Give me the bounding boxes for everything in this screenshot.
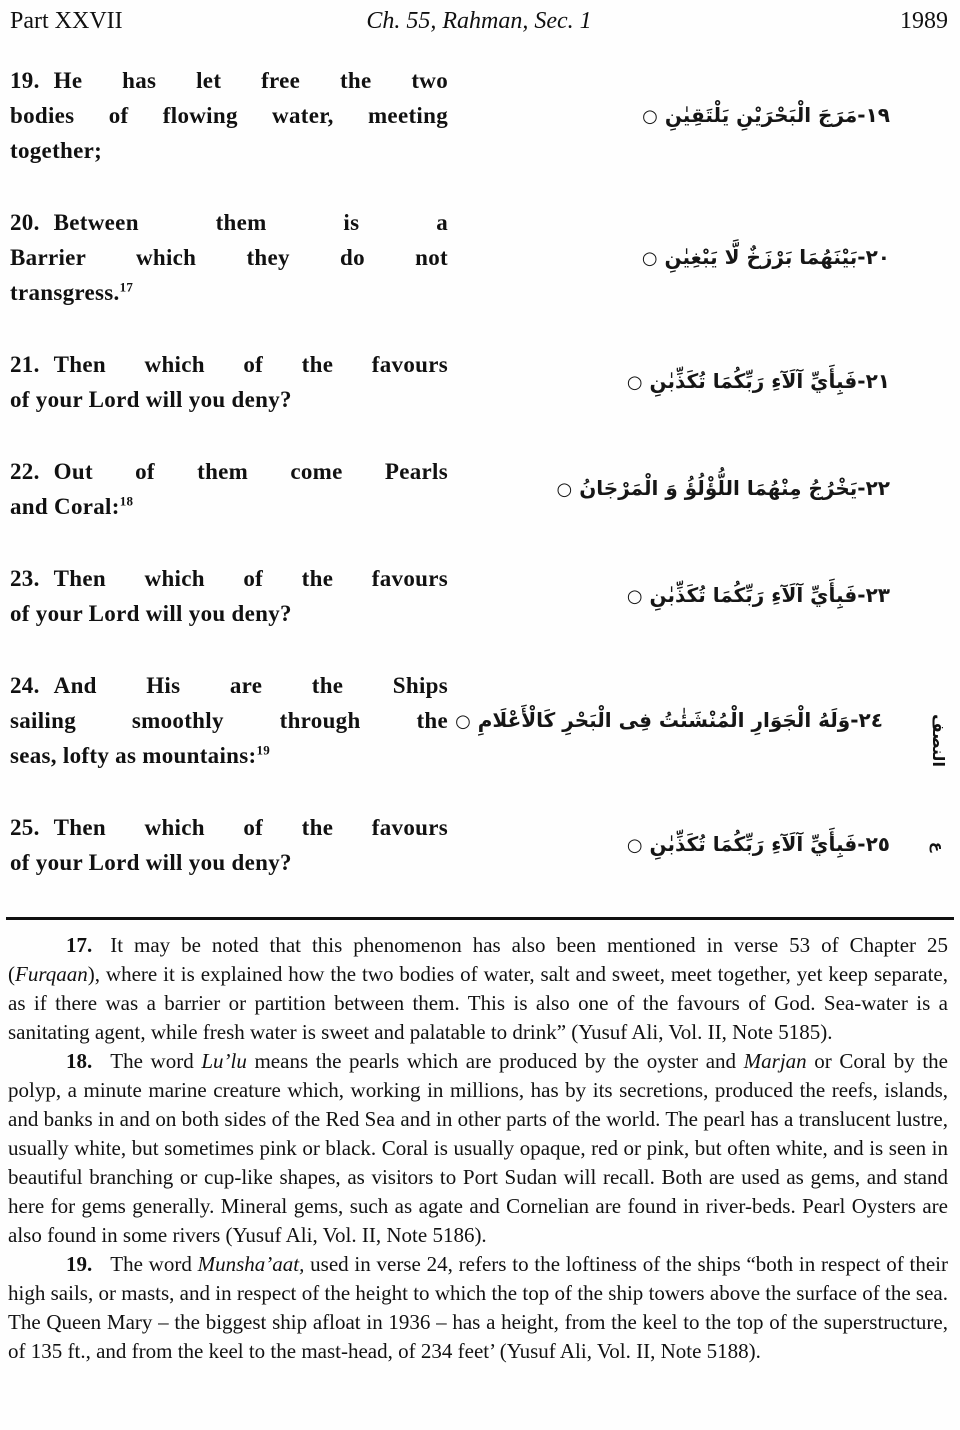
verse-row-19 [0, 63, 960, 168]
arabic-text: يَخْرُجُ مِنْهُمَا اللُّؤْلُؤُ وَ الْمَرْجَانُ [579, 476, 858, 500]
footnotes-section [0, 920, 960, 1366]
footnote-text: It may be noted that this phenomenon has also been mentioned in verse 53 of Chapter 25 (Furqaan), where it is explained how the two bodies of water, salt and sweet, meet together, yet keep separate, as if there was a barrier or partition between them. This is also one of the favours of God. Sea-water is a sanitating agent, while fresh water is sweet and palatable to drink” (Yusuf Ali, Vol. II, Note 5185). [8, 933, 948, 1044]
verse-line: together; [10, 138, 103, 163]
verse-english [0, 63, 448, 168]
verse-number: 25. [10, 815, 40, 840]
verse-line: 21. Then which of the favours [10, 352, 448, 377]
verse-arabic [448, 463, 960, 515]
chapter-title: Ch. 55, Rahman, Sec. 1 [366, 8, 592, 34]
footnote-ref: 18 [119, 493, 134, 509]
footnote-text: The word Munsha’aat, used in verse 24, refers to the loftiness of the ships “both in respect of their high sails, or masts, and in respect of the height to which the top of the ship towers above the surface of the sea. The Queen Mary – the biggest ship afloat in 1936 – has a height, from the keel to the top of the superstructure, of 135 ft., and from the keel to the mast-head, of 234 feet’ (Yusuf Ali, Vol. II, Note 5188). [8, 1252, 948, 1363]
arabic-verse-number: ٢٠- [857, 244, 890, 269]
verse-arabic [448, 232, 960, 284]
footnote-number: 17. [66, 933, 93, 957]
footnote-number: 18. [66, 1049, 93, 1073]
ayah-end-mark-icon: ○ [556, 479, 573, 500]
verse-arabic [448, 570, 960, 622]
verse-line: bodies of flowing water, meeting [10, 103, 448, 128]
verse-line: 22. Out of them come Pearls [10, 459, 448, 484]
verse-english [0, 205, 448, 310]
verse-line: of your Lord will you deny? [10, 601, 292, 626]
verse-english [0, 810, 448, 880]
verse-arabic [448, 356, 960, 408]
verse-line: of your Lord will you deny? [10, 850, 292, 875]
verse-line: 19. He has let free the two [10, 68, 448, 93]
arabic-verse-number: ٢٥- [857, 832, 890, 856]
verse-line: and Coral:$^{18}$ [10, 493, 134, 519]
arabic-verse-number: ٢٣- [857, 583, 890, 607]
arabic-text: بَيْنَهُمَا بَرْزَخٌ لَّا يَبْغِيٰنِ [664, 244, 858, 269]
page-number: 1989 [900, 8, 948, 34]
footnote-ref: 19 [256, 742, 271, 758]
verse-row-24 [0, 668, 960, 773]
arabic-verse-number: ٢٤- [850, 707, 883, 732]
footnote-number: 19. [66, 1252, 93, 1276]
verse-line: seas, lofty as mountains:$^{19}$ [10, 742, 271, 768]
verse-line: Barrier which they do not [10, 245, 448, 270]
verse-line: 25. Then which of the favours [10, 815, 448, 840]
verses-section [0, 63, 960, 880]
verse-number: 22. [10, 459, 40, 484]
verse-english [0, 561, 448, 631]
verse-number: 24. [10, 673, 40, 698]
verse-line: transgress.$^{17}$ [10, 279, 134, 305]
footnote-19 [8, 1250, 948, 1366]
verse-number: 23. [10, 566, 40, 591]
footnote-18 [8, 1047, 948, 1250]
verse-row-21 [0, 347, 960, 417]
arabic-verse-number: ٢٢- [857, 476, 890, 500]
verse-line: 20. Between them is a [10, 210, 448, 235]
ayah-end-mark-icon: ○ [641, 247, 658, 269]
verse-line: 24. And His are the Ships [10, 673, 448, 698]
ayah-end-mark-icon: ○ [626, 835, 643, 856]
arabic-text: مَرَجَ الْبَحْرَيْنِ يَلْتَقِيٰنِ [664, 102, 858, 127]
verse-line: 23. Then which of the favours [10, 566, 448, 591]
arabic-verse-number: ٢١- [857, 369, 890, 393]
verse-row-22 [0, 454, 960, 524]
verse-english [0, 668, 448, 773]
verse-line: sailing smoothly through the [10, 708, 448, 733]
verse-arabic [448, 90, 960, 142]
ayah-end-mark-icon: ○ [455, 710, 471, 732]
verse-number: 20. [10, 210, 40, 235]
verse-arabic [448, 819, 960, 871]
arabic-text: وَلَهُ الْجَوَارِ الْمُنْشَئٰتُ فِى الْبَحْرِ كَالْأَعْلَامِ [477, 707, 851, 732]
verse-number: 21. [10, 352, 40, 377]
arabic-verse-number: ١٩- [857, 102, 890, 127]
part-label: Part XXVII [10, 8, 123, 34]
arabic-text: فَبِأَيِّ آلَآءِ رَبِّكُمَا تُكَذِّبٰنِ [649, 583, 858, 607]
footnote-ref: 17 [119, 279, 134, 295]
verse-english [0, 454, 448, 524]
page-header [0, 0, 960, 35]
verse-arabic [448, 695, 960, 747]
ayah-end-mark-icon: ○ [626, 586, 643, 607]
margin-marker-ruku: ع [929, 841, 947, 853]
ayah-end-mark-icon: ○ [626, 372, 643, 393]
ayah-end-mark-icon: ○ [642, 105, 658, 127]
verse-row-23 [0, 561, 960, 631]
footnote-text: The word Lu’lu means the pearls which are produced by the oyster and Marjan or Coral by the polyp, a minute marine creature which, working in millions, has by its secretions, produced the reefs, islands, and banks in and on both sides of the Red Sea and in other parts of the world. The pearl has a translucent lustre, usually white, but sometimes pink or black. Coral is usually opaque, red or pink, but often white, and is seen in beautiful branching or cup-like shapes, as visitors to Port Sudan will recall. Both are used as gems, and stand here for gems generally. Mineral gems, such as agate and Cornelian are found in river-beds. Pearl Oysters are also found in some rivers (Yusuf Ali, Vol. II, Note 5186). [8, 1049, 948, 1247]
margin-marker-half: النصف [928, 713, 948, 767]
verse-row-20 [0, 205, 960, 310]
verse-line: of your Lord will you deny? [10, 387, 292, 412]
verse-english [0, 347, 448, 417]
arabic-text: فَبِأَيِّ آلَآءِ رَبِّكُمَا تُكَذِّبٰنِ [649, 369, 858, 393]
arabic-text: فَبِأَيِّ آلَآءِ رَبِّكُمَا تُكَذِّبٰنِ [649, 832, 858, 856]
verse-number: 19. [10, 68, 40, 93]
footnote-17 [8, 931, 948, 1047]
verse-row-25 [0, 810, 960, 880]
